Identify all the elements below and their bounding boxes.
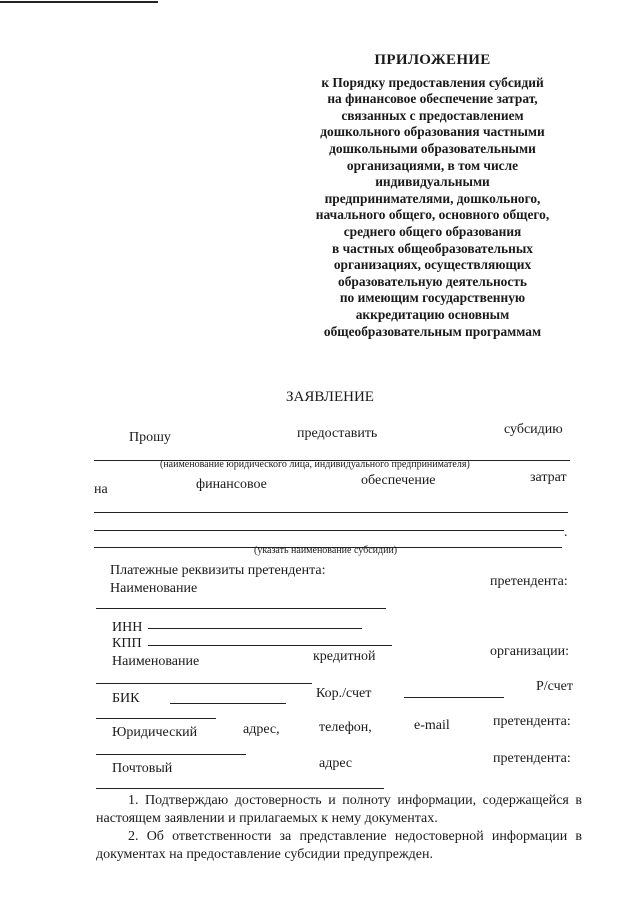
appendix-line: среднего общего образования	[343, 223, 522, 239]
scan-edge-line	[0, 1, 158, 3]
account-label: Р/счет	[536, 679, 573, 694]
bank-name-field[interactable]	[96, 683, 312, 684]
appendix-line: индивидуальными	[375, 174, 490, 190]
postal-address-word-2: адрес	[319, 756, 353, 771]
appendix-line: аккредитацию основным	[355, 306, 510, 322]
appendix-line: по имеющим государственную	[339, 290, 526, 306]
inn-label: ИНН	[112, 620, 143, 635]
purpose-word-2: финансовое	[196, 477, 267, 492]
subsidy-period: .	[564, 525, 568, 540]
appendix-line: связанных с предоставлением	[341, 107, 524, 123]
appendix-line: общеобразовательным программам	[323, 323, 542, 339]
statement-1: 1. Подтверждаю достоверность и полноту информации, содержащейся в настоящем заявлении и прилагаемых к нему документах.	[96, 793, 582, 826]
bank-name-word-1: Наименование	[112, 654, 200, 669]
legal-address-word-1: Юридический	[112, 725, 198, 740]
bik-label: БИК	[112, 691, 140, 706]
appendix-line: образовательную деятельность	[338, 273, 527, 289]
form-title: ЗАЯВЛЕНИЕ	[286, 389, 374, 405]
legal-address-word-5: претендента:	[493, 714, 571, 729]
bik-field[interactable]	[170, 703, 286, 704]
appendix-line: дошкольного образования частными	[320, 124, 545, 140]
appendix-block	[290, 52, 575, 340]
corr-account-field[interactable]	[404, 697, 504, 698]
postal-address-word-1: Почтовый	[112, 761, 173, 776]
purpose-word-3: обеспечение	[361, 473, 436, 488]
legal-address-word-4: e-mail	[414, 718, 450, 733]
applicant-hint: (наименование юридического лица, индивидуального предпринимателя)	[160, 459, 470, 470]
appendix-line: на финансовое обеспечение затрат,	[327, 91, 538, 107]
inn-field[interactable]	[148, 628, 362, 629]
request-word-1: Прошу	[129, 430, 171, 445]
kpp-label: КПП	[112, 636, 142, 651]
appendix-line: организациях, осуществляющих	[333, 257, 532, 273]
appendix-line: организациями, в том числе	[346, 157, 519, 173]
subsidy-field-1[interactable]	[94, 512, 568, 513]
account-field[interactable]	[96, 718, 216, 719]
subsidy-field-2[interactable]	[94, 530, 564, 531]
applicant-name-suffix: претендента:	[490, 574, 568, 589]
bank-name-word-3: организации:	[490, 644, 570, 659]
appendix-line: в частных общеобразовательных	[332, 240, 533, 256]
applicant-name-details-field[interactable]	[96, 608, 386, 609]
appendix-line: дошкольными образовательными	[329, 140, 536, 156]
appendix-line: предпринимателями, дошкольного,	[324, 190, 541, 206]
appendix-line: начального общего, основного общего,	[315, 207, 550, 223]
bank-name-word-2: кредитной	[313, 649, 376, 664]
applicant-name-label: Наименование	[110, 581, 198, 596]
postal-address-word-3: претендента:	[493, 751, 571, 766]
appendix-title: ПРИЛОЖЕНИЕ	[374, 52, 491, 68]
postal-address-field[interactable]	[96, 788, 384, 789]
legal-address-field[interactable]	[96, 754, 246, 755]
legal-address-word-3: телефон,	[319, 720, 372, 735]
request-word-3: субсидию	[504, 422, 563, 437]
appendix-line: к Порядку предоставления субсидий	[321, 74, 544, 90]
purpose-word-4: затрат	[530, 470, 567, 485]
kpp-field[interactable]	[148, 645, 392, 646]
statement-2: 2. Об ответственности за представление недостоверной информации в документах на предоставление субсидии предупрежден.	[96, 829, 582, 862]
purpose-word-1: на	[94, 482, 108, 497]
legal-address-word-2: адрес,	[243, 722, 280, 737]
corr-account-label: Кор./счет	[316, 686, 372, 701]
subsidy-hint: (указать наименование субсидии)	[254, 545, 398, 556]
request-word-2: предоставить	[297, 426, 378, 441]
payment-details-label: Платежные реквизиты претендента:	[110, 563, 326, 578]
